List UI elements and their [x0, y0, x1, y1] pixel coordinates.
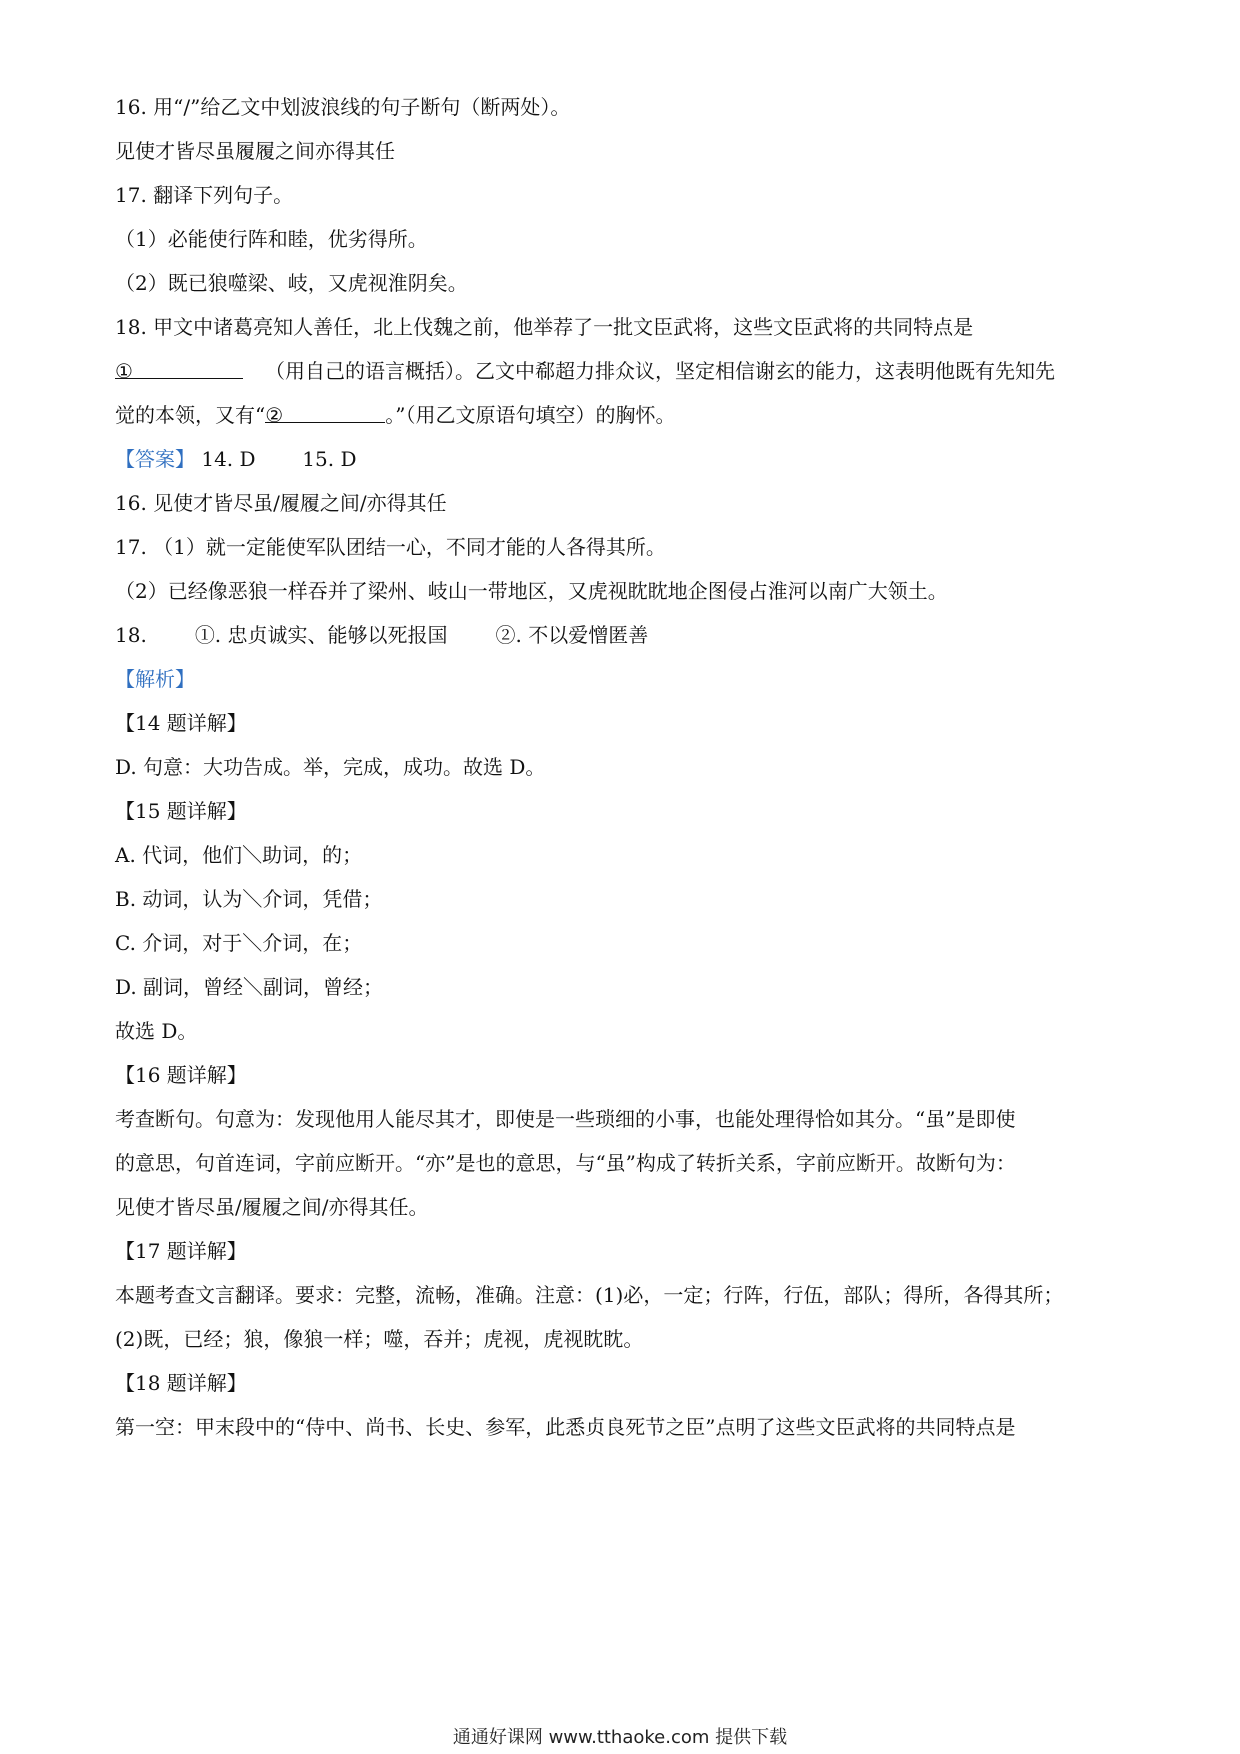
- q16-stem: 16. 用“/”给乙文中划波浪线的句子断句（断两处）。: [115, 95, 571, 119]
- blank-2[interactable]: ②: [265, 400, 385, 423]
- heading-q14: 【14 题详解】: [115, 711, 247, 735]
- analysis-tag: 【解析】: [115, 667, 195, 691]
- heading-q18: 【18 题详解】: [115, 1371, 247, 1395]
- detail-q14: D. 句意：大功告成。举，完成，成功。故选 D。: [115, 755, 546, 779]
- detail-q15-d: D. 副词，曾经＼副词，曾经；: [115, 975, 384, 999]
- q18-line-2-text: （用自己的语言概括）。乙文中郗超力排众议，坚定相信谢玄的能力，这表明他既有先知先: [265, 359, 1055, 383]
- q18-line-3-suffix: 。”（用乙文原语句填空）的胸怀。: [385, 403, 676, 427]
- detail-q17-line-2: (2)既，已经；狼，像狼一样；噬，吞并；虎视，虎视眈眈。: [115, 1327, 644, 1351]
- detail-q17-line-1: 本题考查文言翻译。要求：完整，流畅，准确。注意：(1)必，一定；行阵，行伍，部队；得所，各得其所；: [115, 1283, 1064, 1307]
- heading-q17: 【17 题详解】: [115, 1239, 247, 1263]
- answer-18: [115, 620, 1135, 650]
- q17-sentence-1: （1）必能使行阵和睦，优劣得所。: [115, 227, 428, 251]
- detail-q15-b: B. 动词，认为＼介词，凭借；: [115, 887, 383, 911]
- answer-line: [115, 444, 1135, 474]
- detail-q16-line-2: 的意思，句首连词，字前应断开。“亦”是也的意思，与“虽”构成了转折关系，字前应断开。故断句为：: [115, 1151, 1016, 1175]
- q18-line-2: [115, 356, 1135, 386]
- answer-18-part-1: ①. 忠贞诚实、能够以死报国: [194, 623, 448, 647]
- answer-18-number: 18.: [115, 623, 147, 647]
- detail-q15-c: C. 介词，对于＼介词，在；: [115, 931, 363, 955]
- blank-1[interactable]: ①: [115, 356, 243, 379]
- answer-14: 14. D: [201, 447, 256, 471]
- answer-17-2: （2）已经像恶狼一样吞并了梁州、岐山一带地区，又虎视眈眈地企图侵占淮河以南广大领土。: [115, 579, 948, 603]
- detail-q16-line-3: 见使才皆尽虽/履履之间/亦得其任。: [115, 1195, 429, 1219]
- detail-q16-line-1: 考查断句。句意为：发现他用人能尽其才，即使是一些琐细的小事，也能处理得恰如其分。“虽”是即使: [115, 1107, 1016, 1131]
- q17-sentence-2: （2）既已狼噬梁、岐，又虎视淮阴矣。: [115, 271, 468, 295]
- q18-line-3-prefix: 觉的本领，又有“: [115, 403, 266, 427]
- answer-15: 15. D: [302, 447, 357, 471]
- answer-tag: 【答案】: [115, 447, 195, 471]
- q18-line-3: [115, 400, 1135, 430]
- q18-stem: 18. 甲文中诸葛亮知人善任，北上伐魏之前，他举荐了一批文臣武将，这些文臣武将的共同特点是: [115, 315, 974, 339]
- q17-stem: 17. 翻译下列句子。: [115, 183, 294, 207]
- detail-q15-a: A. 代词，他们＼助词，的；: [115, 843, 363, 867]
- answer-16: 16. 见使才皆尽虽/履履之间/亦得其任: [115, 491, 447, 515]
- answer-18-part-2: ②. 不以爱憎匿善: [495, 623, 649, 647]
- heading-q15: 【15 题详解】: [115, 799, 247, 823]
- answer-17-1: 17. （1）就一定能使军队团结一心，不同才能的人各得其所。: [115, 535, 666, 559]
- heading-q16: 【16 题详解】: [115, 1063, 247, 1087]
- detail-q15-conclusion: 故选 D。: [115, 1019, 198, 1043]
- detail-q18-line-1: 第一空：甲末段中的“侍中、尚书、长史、参军，此悉贞良死节之臣”点明了这些文臣武将的共同特点是: [115, 1415, 1016, 1439]
- q16-sentence: 见使才皆尽虽履履之间亦得其任: [115, 139, 395, 163]
- page-footer: 通通好课网 www.tthaoke.com 提供下载: [452, 1727, 788, 1748]
